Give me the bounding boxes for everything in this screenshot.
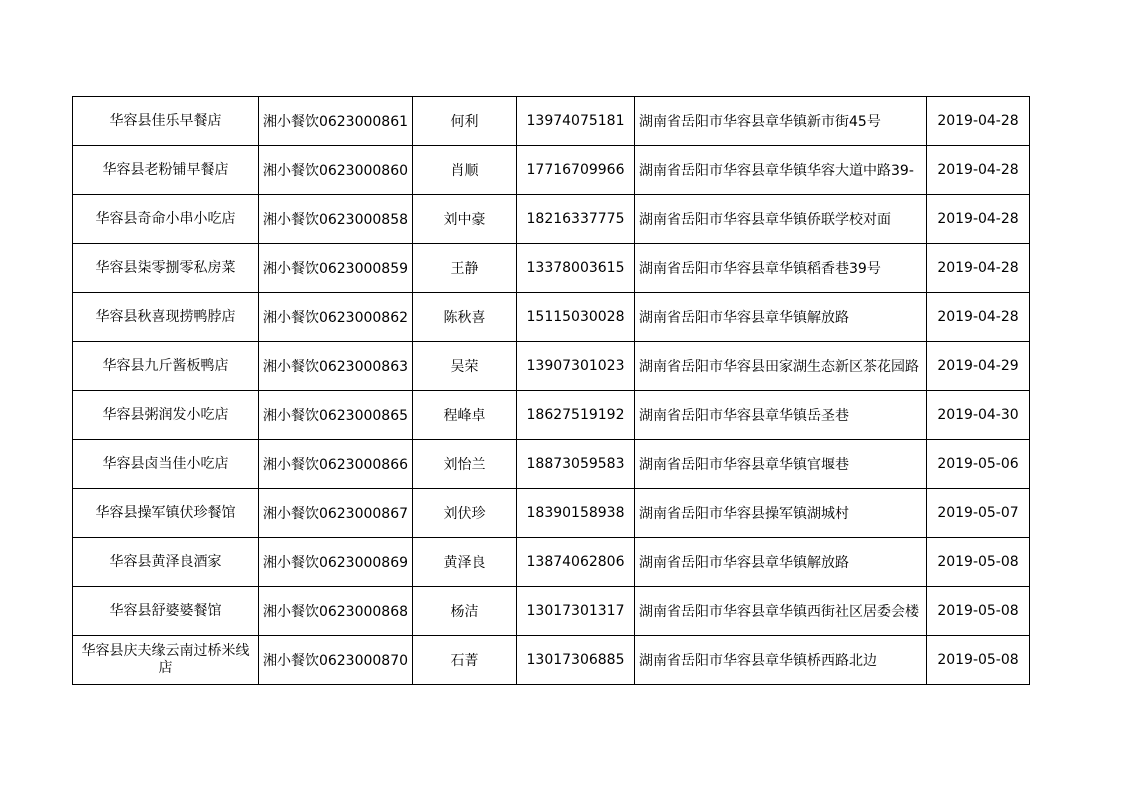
table-row bbox=[73, 489, 1030, 538]
phone-cell: 18216337775 bbox=[517, 195, 635, 244]
license-number-cell: 湘小餐饮0623000859 bbox=[259, 244, 413, 293]
phone-cell: 15115030028 bbox=[517, 293, 635, 342]
issue-date-cell: 2019-04-28 bbox=[927, 146, 1030, 195]
issue-date-cell: 2019-04-29 bbox=[927, 342, 1030, 391]
license-number-cell: 湘小餐饮0623000865 bbox=[259, 391, 413, 440]
operator-name-cell: 杨洁 bbox=[413, 587, 517, 636]
address-cell: 湖南省岳阳市华容县操军镇湖城村 bbox=[635, 489, 927, 538]
table-row bbox=[73, 146, 1030, 195]
table-row bbox=[73, 538, 1030, 587]
address-cell: 湖南省岳阳市华容县章华镇岳圣巷 bbox=[635, 391, 927, 440]
license-number-cell: 湘小餐饮0623000860 bbox=[259, 146, 413, 195]
issue-date-cell: 2019-04-28 bbox=[927, 293, 1030, 342]
operator-name-cell: 王静 bbox=[413, 244, 517, 293]
issue-date-cell: 2019-04-28 bbox=[927, 97, 1030, 146]
table-row bbox=[73, 195, 1030, 244]
table-row bbox=[73, 97, 1030, 146]
business-name-cell: 华容县庆夫缘云南过桥米线店 bbox=[73, 636, 259, 685]
operator-name-cell: 刘伏珍 bbox=[413, 489, 517, 538]
business-name-cell: 华容县九斤酱板鸭店 bbox=[73, 342, 259, 391]
issue-date-cell: 2019-04-28 bbox=[927, 195, 1030, 244]
phone-cell: 13378003615 bbox=[517, 244, 635, 293]
address-cell: 湖南省岳阳市华容县章华镇西街社区居委会楼 bbox=[635, 587, 927, 636]
issue-date-cell: 2019-04-28 bbox=[927, 244, 1030, 293]
address-cell: 湖南省岳阳市华容县章华镇稻香巷39号 bbox=[635, 244, 927, 293]
table-row bbox=[73, 636, 1030, 685]
table-row bbox=[73, 293, 1030, 342]
phone-cell: 13017306885 bbox=[517, 636, 635, 685]
address-cell: 湖南省岳阳市华容县章华镇解放路 bbox=[635, 538, 927, 587]
address-cell: 湖南省岳阳市华容县章华镇官堰巷 bbox=[635, 440, 927, 489]
license-number-cell: 湘小餐饮0623000868 bbox=[259, 587, 413, 636]
operator-name-cell: 陈秋喜 bbox=[413, 293, 517, 342]
address-cell: 湖南省岳阳市华容县章华镇华容大道中路39- bbox=[635, 146, 927, 195]
license-number-cell: 湘小餐饮0623000866 bbox=[259, 440, 413, 489]
issue-date-cell: 2019-05-08 bbox=[927, 538, 1030, 587]
license-number-cell: 湘小餐饮0623000870 bbox=[259, 636, 413, 685]
operator-name-cell: 肖顺 bbox=[413, 146, 517, 195]
business-name-cell: 华容县舒婆婆餐馆 bbox=[73, 587, 259, 636]
phone-cell: 17716709966 bbox=[517, 146, 635, 195]
operator-name-cell: 程峰卓 bbox=[413, 391, 517, 440]
issue-date-cell: 2019-05-06 bbox=[927, 440, 1030, 489]
issue-date-cell: 2019-04-30 bbox=[927, 391, 1030, 440]
phone-cell: 13907301023 bbox=[517, 342, 635, 391]
phone-cell: 13017301317 bbox=[517, 587, 635, 636]
phone-cell: 18627519192 bbox=[517, 391, 635, 440]
business-name-cell: 华容县黄泽良酒家 bbox=[73, 538, 259, 587]
phone-cell: 18873059583 bbox=[517, 440, 635, 489]
business-name-cell: 华容县秋喜现捞鸭脖店 bbox=[73, 293, 259, 342]
phone-cell: 13974075181 bbox=[517, 97, 635, 146]
operator-name-cell: 刘中豪 bbox=[413, 195, 517, 244]
table-row bbox=[73, 391, 1030, 440]
table-row bbox=[73, 440, 1030, 489]
operator-name-cell: 石菁 bbox=[413, 636, 517, 685]
operator-name-cell: 刘怡兰 bbox=[413, 440, 517, 489]
table-row bbox=[73, 587, 1030, 636]
license-table bbox=[72, 96, 1030, 685]
business-name-cell: 华容县佳乐早餐店 bbox=[73, 97, 259, 146]
table-row bbox=[73, 342, 1030, 391]
license-number-cell: 湘小餐饮0623000869 bbox=[259, 538, 413, 587]
business-name-cell: 华容县操军镇伏珍餐馆 bbox=[73, 489, 259, 538]
operator-name-cell: 吴荣 bbox=[413, 342, 517, 391]
business-name-cell: 华容县老粉铺早餐店 bbox=[73, 146, 259, 195]
address-cell: 湖南省岳阳市华容县田家湖生态新区茶花园路 bbox=[635, 342, 927, 391]
business-name-cell: 华容县粥润发小吃店 bbox=[73, 391, 259, 440]
issue-date-cell: 2019-05-08 bbox=[927, 636, 1030, 685]
table-row bbox=[73, 244, 1030, 293]
business-name-cell: 华容县奇命小串小吃店 bbox=[73, 195, 259, 244]
issue-date-cell: 2019-05-07 bbox=[927, 489, 1030, 538]
license-number-cell: 湘小餐饮0623000862 bbox=[259, 293, 413, 342]
address-cell: 湖南省岳阳市华容县章华镇新市街45号 bbox=[635, 97, 927, 146]
phone-cell: 13874062806 bbox=[517, 538, 635, 587]
address-cell: 湖南省岳阳市华容县章华镇解放路 bbox=[635, 293, 927, 342]
table-body bbox=[73, 97, 1030, 685]
address-cell: 湖南省岳阳市华容县章华镇桥西路北边 bbox=[635, 636, 927, 685]
license-number-cell: 湘小餐饮0623000861 bbox=[259, 97, 413, 146]
operator-name-cell: 黄泽良 bbox=[413, 538, 517, 587]
address-cell: 湖南省岳阳市华容县章华镇侨联学校对面 bbox=[635, 195, 927, 244]
license-number-cell: 湘小餐饮0623000863 bbox=[259, 342, 413, 391]
business-name-cell: 华容县柒零捌零私房菜 bbox=[73, 244, 259, 293]
operator-name-cell: 何利 bbox=[413, 97, 517, 146]
license-number-cell: 湘小餐饮0623000858 bbox=[259, 195, 413, 244]
license-number-cell: 湘小餐饮0623000867 bbox=[259, 489, 413, 538]
issue-date-cell: 2019-05-08 bbox=[927, 587, 1030, 636]
phone-cell: 18390158938 bbox=[517, 489, 635, 538]
business-name-cell: 华容县卤当佳小吃店 bbox=[73, 440, 259, 489]
